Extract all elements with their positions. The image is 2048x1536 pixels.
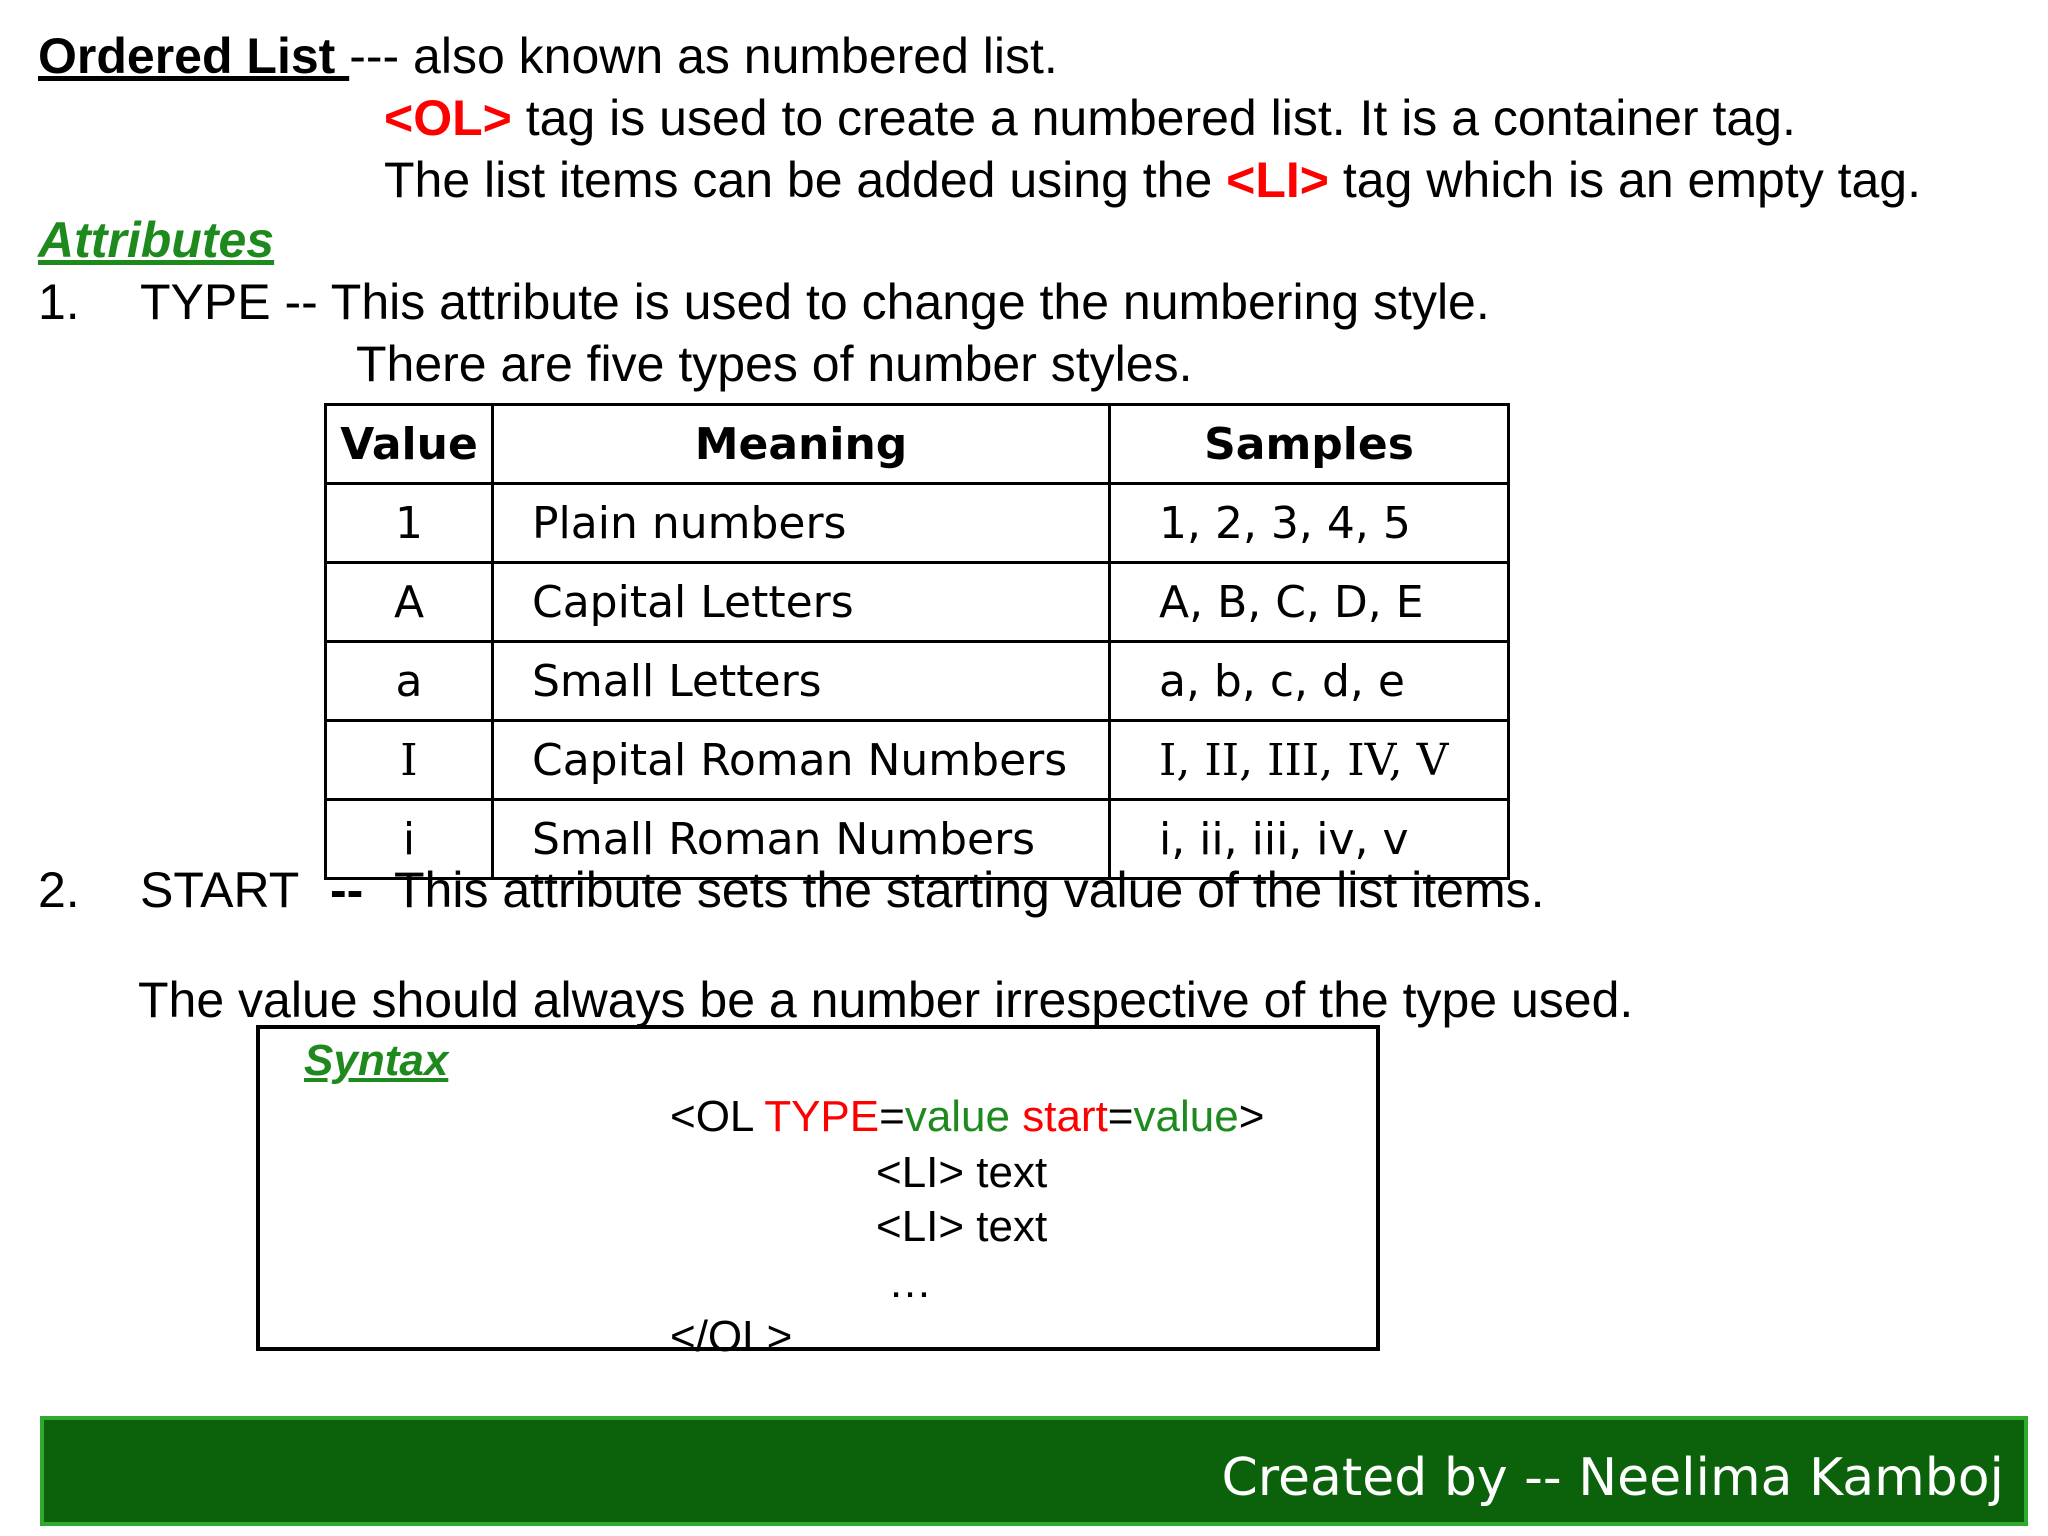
syntax-start-keyword: start bbox=[1010, 1092, 1108, 1141]
heading-line bbox=[38, 26, 1058, 86]
syntax-li-line-2: <LI> text bbox=[876, 1202, 1048, 1251]
attributes-heading: Attributes bbox=[38, 212, 275, 268]
syntax-box bbox=[256, 1025, 1380, 1361]
start-number: 2. bbox=[38, 862, 80, 918]
syntax-close-tag: </OL> bbox=[670, 1312, 793, 1361]
syntax-value-1: value bbox=[904, 1092, 1010, 1141]
cell-meaning: Plain numbers bbox=[493, 484, 1110, 563]
cell-samples: I, II, III, IV, V bbox=[1110, 721, 1509, 800]
table-header-row bbox=[326, 405, 1509, 484]
intro-line-2-end: tag which is an empty tag. bbox=[1329, 152, 1921, 208]
footer-banner bbox=[40, 1416, 2028, 1526]
cell-meaning: Capital Roman Numbers bbox=[493, 721, 1110, 800]
cell-value: 1 bbox=[326, 484, 493, 563]
author-credit: Created by -- Neelima Kamboj bbox=[1221, 1448, 2004, 1508]
syntax-heading: Syntax bbox=[304, 1036, 449, 1085]
syntax-value-2: value bbox=[1133, 1092, 1239, 1141]
header-meaning: Meaning bbox=[493, 405, 1110, 484]
syntax-open-tag bbox=[670, 1091, 1264, 1143]
syntax-open-suffix: > bbox=[1238, 1092, 1265, 1141]
table-row bbox=[326, 721, 1509, 800]
type-number: 1. bbox=[38, 274, 80, 330]
cell-samples: A, B, C, D, E bbox=[1110, 563, 1509, 642]
intro-line-1 bbox=[384, 88, 1796, 148]
cell-samples: a, b, c, d, e bbox=[1110, 642, 1509, 721]
intro-line-2-start: The list items can be added using the bbox=[384, 152, 1227, 208]
start-description: This attribute sets the starting value of the list items. bbox=[394, 862, 1545, 918]
table-row bbox=[326, 642, 1509, 721]
table-row bbox=[326, 563, 1509, 642]
syntax-li-line-1: <LI> text bbox=[876, 1148, 1048, 1197]
start-name: START bbox=[140, 862, 300, 918]
type-subtext: There are five types of number styles. bbox=[356, 336, 1193, 392]
start-dash: -- bbox=[330, 862, 364, 918]
start-subtext: The value should always be a number irrespective of the type used. bbox=[138, 972, 1634, 1028]
syntax-type-keyword: TYPE bbox=[764, 1092, 880, 1141]
cell-value: a bbox=[326, 642, 493, 721]
syntax-equals-2: = bbox=[1107, 1092, 1134, 1141]
header-samples: Samples bbox=[1110, 405, 1509, 484]
cell-samples: 1, 2, 3, 4, 5 bbox=[1110, 484, 1509, 563]
page-subtitle: --- also known as numbered list. bbox=[349, 28, 1058, 84]
cell-value: I bbox=[326, 721, 493, 800]
cell-samples: i, ii, iii, iv, v bbox=[1110, 800, 1509, 879]
cell-value: A bbox=[326, 563, 493, 642]
li-tag-keyword: <LI> bbox=[1226, 152, 1330, 208]
syntax-ellipsis: … bbox=[888, 1258, 932, 1307]
table-row bbox=[326, 484, 1509, 563]
cell-meaning: Small Letters bbox=[493, 642, 1110, 721]
intro-line-1-text: tag is used to create a numbered list. It is a container tag. bbox=[511, 90, 1796, 146]
cell-meaning: Small Roman Numbers bbox=[493, 800, 1110, 879]
syntax-open-prefix: <OL bbox=[670, 1092, 765, 1141]
type-description: TYPE -- This attribute is used to change the numbering style. bbox=[140, 274, 1490, 330]
ol-tag-keyword: <OL> bbox=[384, 90, 512, 146]
intro-line-2 bbox=[384, 150, 1921, 210]
number-style-table bbox=[324, 403, 1510, 880]
header-value: Value bbox=[326, 405, 493, 484]
syntax-equals-1: = bbox=[879, 1092, 905, 1141]
cell-value: i bbox=[326, 800, 493, 879]
page-title: Ordered List bbox=[38, 28, 350, 84]
cell-meaning: Capital Letters bbox=[493, 563, 1110, 642]
